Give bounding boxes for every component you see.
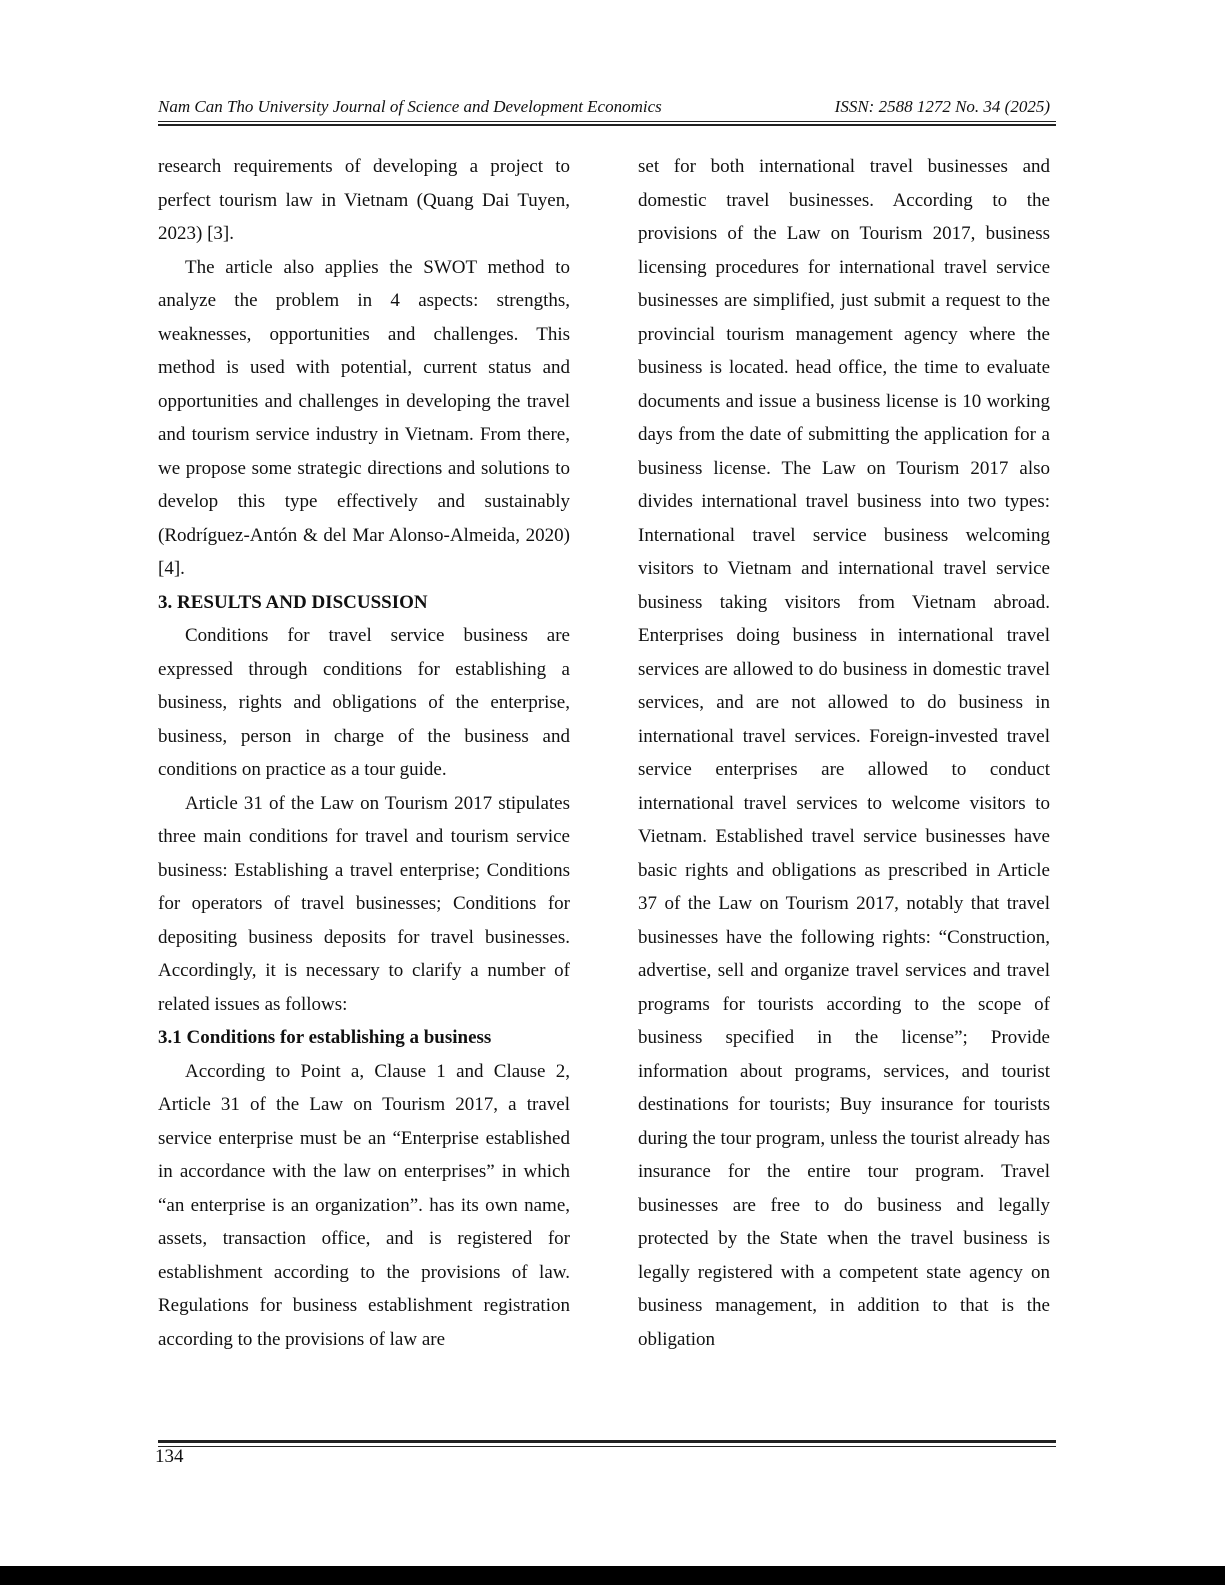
footer-rule-thick: [158, 1440, 1056, 1443]
paragraph: Article 31 of the Law on Tourism 2017 stipulates three main conditions for travel and tourism service business: Establishing a travel enterprise; Conditions for operators of travel businesses; Conditions for depositing business deposits for travel businesses. Accordingly, it is necessary to clarify a number of related issues as follows:: [158, 792, 570, 1015]
scan-bottom-border: [0, 1566, 1225, 1585]
paragraph: The article also applies the SWOT method to analyze the problem in 4 aspects: strengths, weaknesses, opportunities and challenges. This method is used with potential, current status and opportunities and challenges in developing the travel and tourism service industry in Vietnam. From there, we propose some strategic directions and solutions to develop this type effectively and sustainably (Rodríguez-Antón & del Mar Alonso-Almeida, 2020) [4].: [158, 256, 570, 579]
issn-issue: ISSN: 2588 1272 No. 34 (2025): [834, 97, 1050, 116]
paragraph: According to Point a, Clause 1 and Clause 2, Article 31 of the Law on Tourism 2017, a travel service enterprise must be an “Enterprise established in accordance with the law on enterprises” in which “an enterprise is an organization”. has its own name, assets, transaction office, and is registered for establishment according to the provisions of law. Regulations for business establishment registration according to the provisions of law are: [158, 1060, 570, 1350]
header-rule-thin: [158, 121, 1056, 122]
journal-title: Nam Can Tho University Journal of Science and Development Economics: [158, 97, 662, 116]
right-column: [638, 150, 1050, 1356]
header-rule-thick: [158, 124, 1056, 126]
left-column: [158, 150, 570, 1356]
subsection-heading: 3.1 Conditions for establishing a business: [158, 1027, 492, 1048]
page-number: 134: [155, 1446, 184, 1467]
section-heading: 3. RESULTS AND DISCUSSION: [158, 591, 428, 613]
footer-rule-thin: [158, 1446, 1056, 1447]
running-header: [158, 97, 1056, 121]
paragraph: research requirements of developing a project to perfect tourism law in Vietnam (Quang Dai Tuyen, 2023) [3].: [158, 156, 570, 244]
paragraph: Conditions for travel service business are expressed through conditions for establishing a business, rights and obligations of the enterprise, business, person in charge of the business and conditions on practice as a tour guide.: [158, 625, 570, 780]
paragraph: set for both international travel businesses and domestic travel businesses. According to the provisions of the Law on Tourism 2017, business licensing procedures for international travel service businesses are simplified, just submit a request to the provincial tourism management agency where the business is located. head office, the time to evaluate documents and issue a business license is 10 working days from the date of submitting the application for a business license. The Law on Tourism 2017 also divides international travel business into two types: International travel service business welcoming visitors to Vietnam and international travel service business taking visitors from Vietnam abroad. Enterprises doing business in international travel services are allowed to do business in domestic travel services, and are not allowed to do business in international travel services. Foreign-invested travel service enterprises are allowed to conduct international travel services to welcome visitors to Vietnam. Established travel service businesses have basic rights and obligations as prescribed in Article 37 of the Law on Tourism 2017, notably that travel businesses have the following rights: “Construction, advertise, sell and organize travel services and travel programs for tourists according to the scope of business specified in the license”; Provide information about programs, services, and tourist destinations for tourists; Buy insurance for tourists during the tour program, unless the tourist already has insurance for the entire tour program. Travel businesses are free to do business and legally protected by the State when the travel business is legally registered with a competent state agency on business management, in addition to that is the obligation: [638, 156, 1050, 1350]
